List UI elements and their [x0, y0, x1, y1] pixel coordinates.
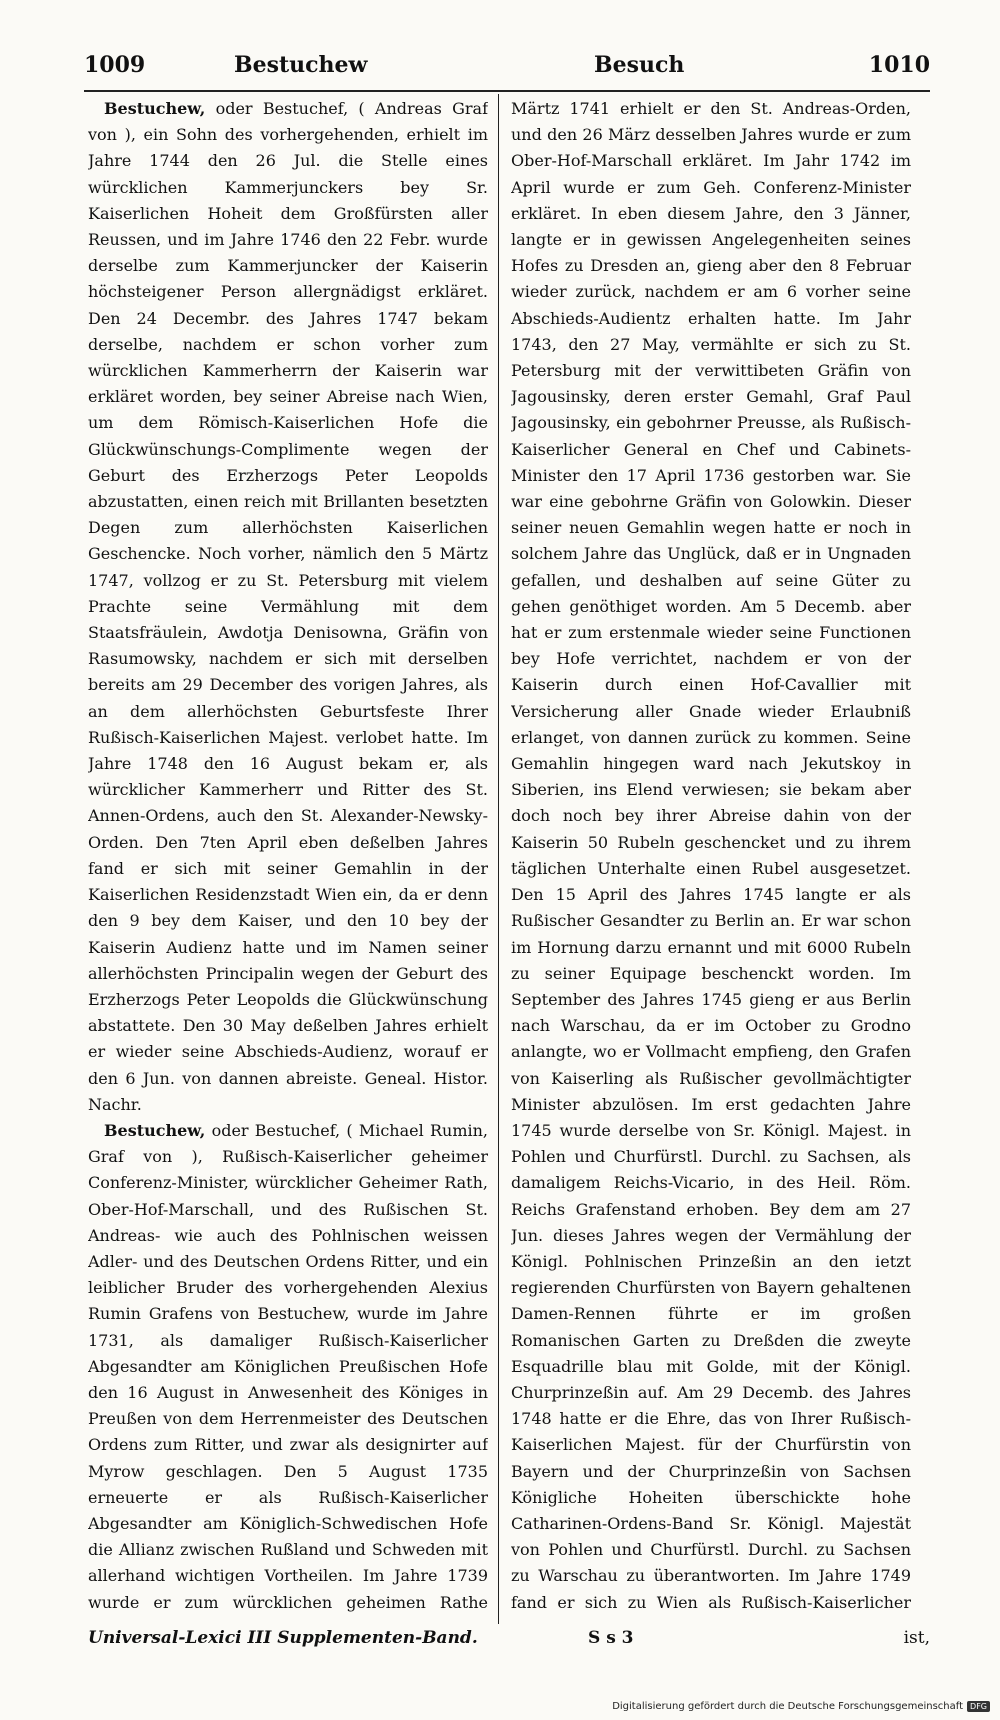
header-rule	[84, 90, 930, 92]
left-column	[88, 96, 488, 1616]
entry-headword: Bestuchew,	[104, 99, 206, 118]
entry-text: oder Bestuchef, ( Michael Rumin, Graf von ), Rußisch-Kaiserlicher geheimer Conferenz-Minister, würcklicher Geheimer Rath, Ober-Hof-Marschall, und des Rußischen St. Andreas- wie auch des Pohlnischen weissen Adler- und des Deutschen Ordens Ritter, und ein leiblicher Bruder des vorhergehenden Alexius Rumin Grafens von Bestuchew, wurde im Jahre 1731, als damaliger Rußisch-Kaiserlicher Abgesandter am Königlichen Preußischen Hofe den 16 August in Anwesenheit des Königes in Preußen von dem Herrenmeister des Deutschen Ordens zum Ritter, und zwar als designirter auf Myrow geschlagen. Den 5 August 1735 erneuerte er als Rußisch-Kaiserlicher Abgesandter am Königlich-Schwedischen Hofe die Allianz zwischen Rußland und Schweden mit allerhand wichtigen Vortheilen. Im Jahre 1739 wurde er zum würcklichen geheimen Rathe	[88, 1120, 488, 1612]
digitization-credit	[612, 1698, 990, 1714]
entry-michael-bestuchew	[88, 1118, 488, 1616]
right-running-title: Besuch	[594, 52, 685, 78]
right-page-number: 1010	[868, 52, 930, 78]
digitization-note: Digitalisierung gefördert durch die Deutsche Forschungsgemeinschaft	[612, 1700, 964, 1712]
dfg-logo: DFG	[967, 1701, 990, 1712]
entry-text: Märtz 1741 erhielt er den St. Andreas-Orden, und den 26 März desselben Jahres wurde er zum Ober-Hof-Marschall erkläret. Im Jahr 1742 im April wurde er zum Geh. Conferenz-Minister erkläret. In eben diesem Jahre, den 3 Jänner, langte er in gewissen Angelegenheiten seines Hofes zu Dresden an, gieng aber den 8 Februar wieder zurück, nachdem er am 6 vorher seine Abschieds-Audientz erhalten hatte. Im Jahr 1743, den 27 May, vermählte er sich zu St. Petersburg mit der verwittibeten Gräfin von Jagousinsky, deren erster Gemahl, Graf Paul Jagousinsky, ein gebohrner Preusse, als Rußisch-Kaiserlicher General en Chef und Cabinets-Minister den 17 April 1736 gestorben war. Sie war eine gebohrne Gräfin von Golowkin. Dieser seiner neuen Gemahlin wegen hatte er noch in solchem Jahre das Unglück, daß er in Ungnaden gefallen, und deshalben auf seine Güter zu gehen genöthiget worden. Am 5 Decemb. aber hat er zum erstenmale wieder seine Functionen bey Hofe verrichtet, nachdem er von der Kaiserin durch einen Hof-Cavallier mit Versicherung aller Gnade wieder Erlaubniß erlanget, von dannen zurück zu kommen. Seine Gemahlin hingegen ward nach Jekutskoy in Siberien, ins Elend verwiesen; sie bekam aber doch noch bey ihrer Abreise dahin von der Kaiserin 50 Rubeln geschencket und zu ihrem täglichen Unterhalte einen Rubel ausgesetzet. Den 15 April des Jahres 1745 langte er als Rußischer Gesandter zu Berlin an. Er war schon im Hornung darzu ernannt und mit 6000 Rubeln zu seiner Equipage beschenckt worden. Im September des Jahres 1745 gieng er aus Berlin nach Warschau, da er im October zu Grodno anlangte, wo er Vollmacht empfieng, den Grafen von Kaiserling als Rußischer gevollmächtigter Minister abzulösen. Im erst gedachten Jahre 1745 wurde derselbe von Sr. Königl. Majest. in Pohlen und Churfürstl. Durchl. zu Sachsen, als damaligem Reichs-Vicario, in des Heil. Röm. Reichs Grafenstand erhoben. Bey dem am 27 Jun. dieses Jahres wegen der Vermählung der Königl. Pohlnischen Prinzeßin an den ietzt regierenden Churfürsten von Bayern gehaltenen Damen-Rennen führte er im großen Romanischen Garten zu Dreßden die zweyte Esquadrille blau mit Golde, mit der Königl. Churprinzeßin auf. Am 29 Decemb. des Jahres 1748 hatte er die Ehre, das von Ihrer Rußisch-Kaiserlichen Majest. für der Churfürstin von Bayern und der Churprinzeßin von Sachsen Königliche Hoheiten überschickte hohe Catharinen-Ordens-Band Sr. Königl. Majestät von Pohlen und Churfürstl. Durchl. zu Sachsen zu Warschau zu überantworten. Im Jahre 1749 fand er sich zu Wien als Rußisch-Kaiserlicher	[511, 99, 911, 1612]
entry-continuation	[511, 96, 911, 1616]
printer-signature: S s 3	[588, 1628, 634, 1648]
right-column	[511, 96, 911, 1616]
entry-text: oder Bestuchef, ( Andreas Graf von ), ein Sohn des vorhergehenden, erhielt im Jahre 1744 den 26 Jul. die Stelle eines würcklichen Kammerjunckers bey Sr. Kaiserlichen Hoheit dem Großfürsten aller Reussen, und im Jahre 1746 den 22 Febr. wurde derselbe zum Kammerjuncker der Kaiserin höchsteigener Person allergnädigst erkläret. Den 24 Decembr. des Jahres 1747 bekam derselbe, nachdem er schon vorher zum würcklichen Kammerherrn der Kaiserin war erkläret worden, bey seiner Abreise nach Wien, um dem Römisch-Kaiserlichen Hofe die Glückwünschungs-Complimente wegen der Geburt des Erzherzogs Peter Leopolds abzustatten, einen reich mit Brillanten besetzten Degen zum allerhöchsten Kaiserlichen Geschencke. Noch vorher, nämlich den 5 Märtz 1747, vollzog er zu St. Petersburg mit vielem Prachte seine Vermählung mit dem Staatsfräulein, Awdotja Denisowna, Gräfin von Rasumowsky, nachdem er sich mit derselben bereits am 29 December des vorigen Jahres, als an dem allerhöchsten Geburtsfeste Ihrer Rußisch-Kaiserlichen Majest. verlobet hatte. Im Jahre 1748 den 16 August bekam er, als würcklicher Kammerherr und Ritter des St. Annen-Ordens, auch den St. Alexander-Newsky-Orden. Den 7ten April eben deßelben Jahres fand er sich mit seiner Gemahlin in der Kaiserlichen Residenzstadt Wien ein, da er denn den 9 bey dem Kaiser, und den 10 bey der Kaiserin Audienz hatte und im Namen seiner allerhöchsten Principalin wegen der Geburt des Erzherzogs Peter Leopolds die Glückwünschung abstattete. Den 30 May deßelben Jahres erhielt er wieder seine Abschieds-Audienz, worauf er den 6 Jun. von dannen abreiste. Geneal. Histor. Nachr.	[88, 99, 488, 1114]
column-divider	[498, 94, 499, 1624]
left-page-number: 1009	[84, 52, 146, 78]
volume-footer: Universal-Lexici III Supplementen-Band.	[88, 1628, 478, 1648]
left-running-title: Bestuchew	[234, 52, 368, 78]
entry-andreas-bestuchew	[88, 96, 488, 1118]
catchword: ist,	[903, 1628, 930, 1648]
running-head	[84, 52, 930, 86]
entry-headword: Bestuchew,	[104, 1120, 206, 1140]
